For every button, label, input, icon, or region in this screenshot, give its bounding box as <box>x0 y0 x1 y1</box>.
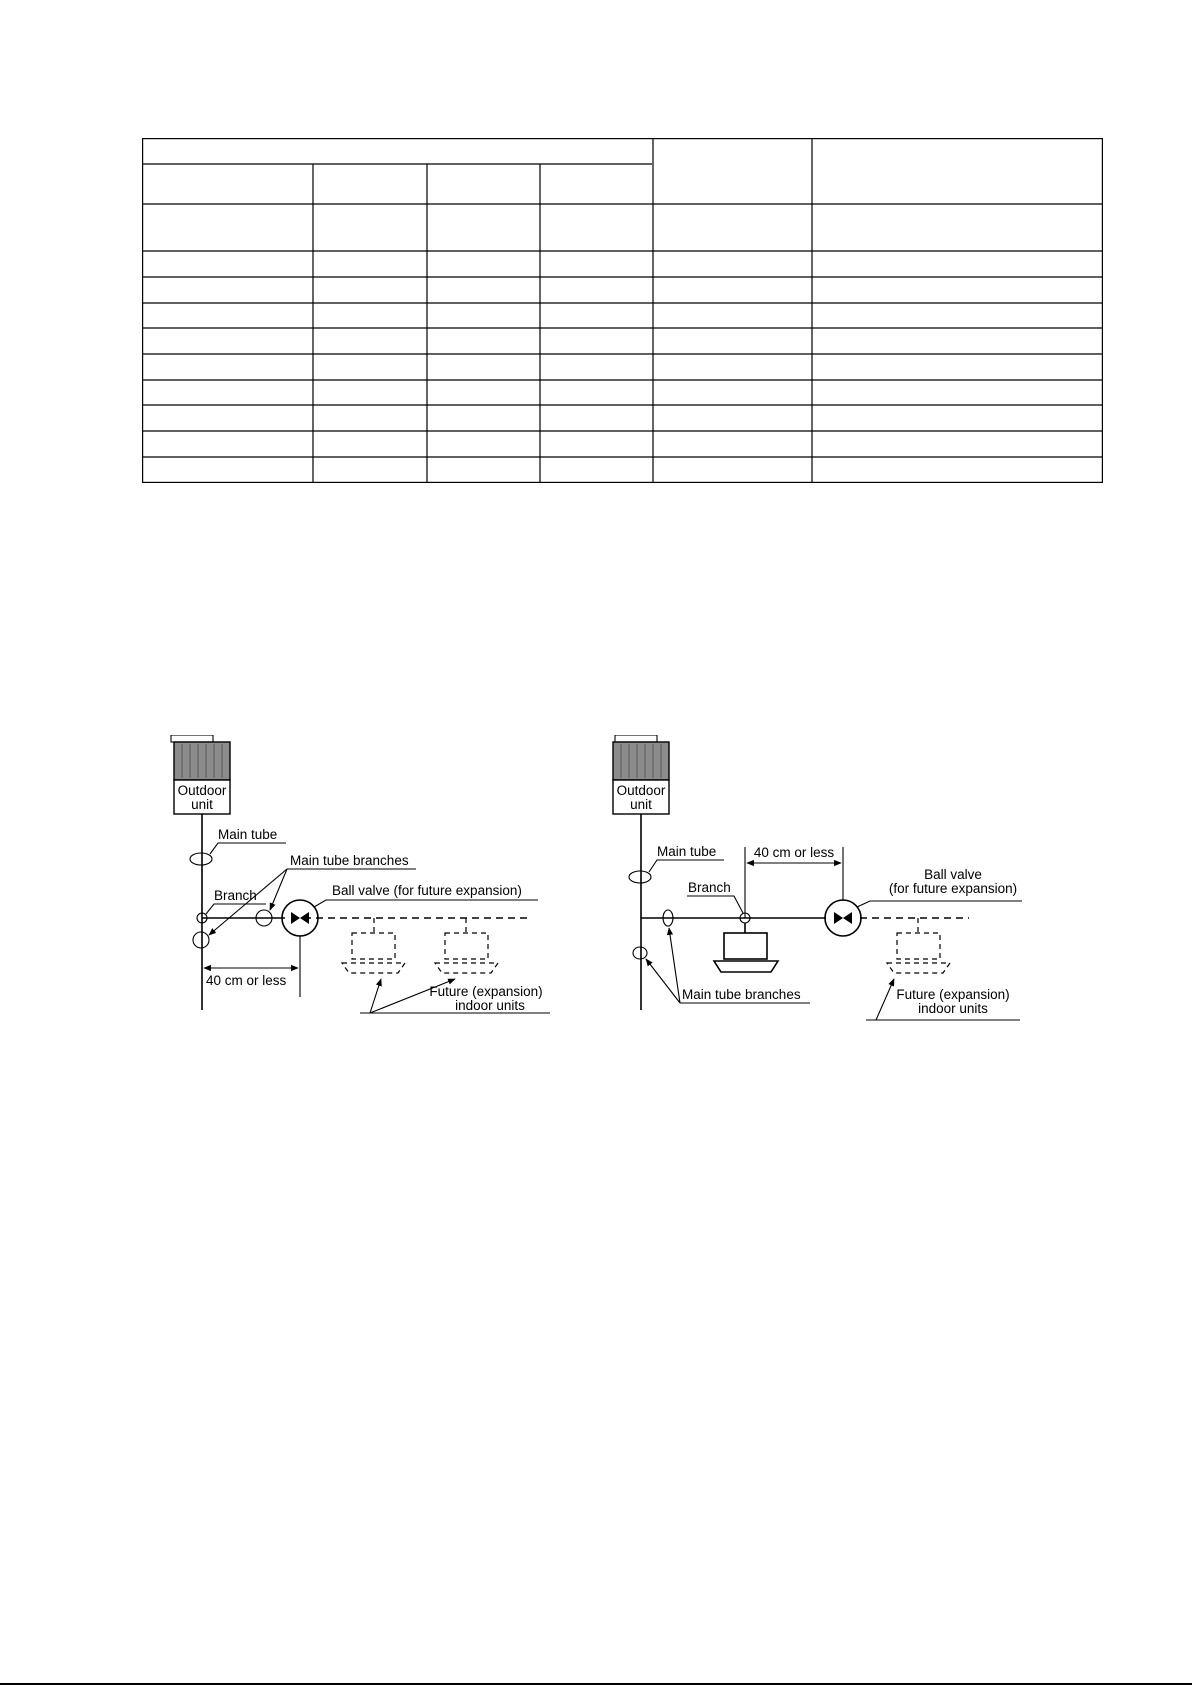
branch-label: Branch <box>214 888 257 903</box>
outdoor-unit-label: Outdoor <box>177 783 227 798</box>
main-tube-label: Main tube <box>657 844 717 859</box>
future-indoor-unit-icon <box>342 918 405 973</box>
empty-table <box>142 138 1103 483</box>
ball-valve-label: (for future expansion) <box>888 881 1018 896</box>
indoor-unit-icon <box>714 923 778 972</box>
outdoor-unit-label: unit <box>191 797 213 812</box>
main-tube-branch-marker <box>633 947 647 959</box>
future-indoor-unit-icon <box>435 918 498 973</box>
branch-label: Branch <box>688 880 731 895</box>
future-indoor-unit-icon <box>887 918 950 973</box>
ball-valve-label: Ball valve (for future expansion) <box>332 883 522 898</box>
future-units-label: Future (expansion) <box>896 987 1010 1002</box>
future-units-label: indoor units <box>455 998 525 1013</box>
main-tube-branches-label: Main tube branches <box>290 853 409 868</box>
main-tube-branch-marker <box>193 932 209 948</box>
table-horizontal-lines <box>142 164 1103 457</box>
main-tube-marker <box>190 853 212 865</box>
future-units-label: Future (expansion) <box>429 984 543 999</box>
ball-valve-icon <box>825 900 861 936</box>
ball-valve-label: Ball valve <box>924 867 982 882</box>
main-tube-branches-label: Main tube branches <box>682 987 801 1002</box>
main-tube-label: Main tube <box>218 827 278 842</box>
future-units-label: indoor units <box>918 1001 988 1016</box>
distance-label: 40 cm or less <box>206 973 287 988</box>
distance-label: 40 cm or less <box>753 845 835 860</box>
piping-diagram-left <box>160 735 580 1035</box>
piping-diagram-right <box>600 735 1040 1035</box>
main-tube-marker <box>629 871 651 883</box>
ball-valve-icon <box>282 900 318 936</box>
outdoor-unit-label: unit <box>630 797 652 812</box>
outdoor-unit-label: Outdoor <box>616 783 666 798</box>
